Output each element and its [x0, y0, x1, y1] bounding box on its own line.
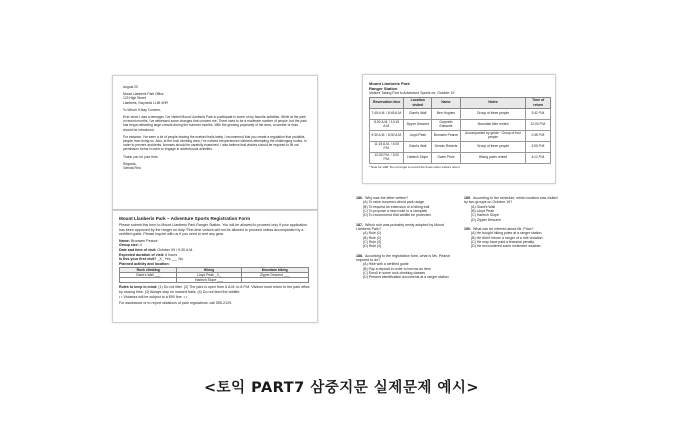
answer-option[interactable]: (D) Zipper Descent	[471, 217, 501, 222]
answer-option[interactable]: (A) Rule (1)	[363, 231, 382, 236]
table-cell: Mountain bike rented	[460, 119, 526, 130]
letter-signature: Glenda Rea	[123, 166, 141, 171]
table-row	[370, 119, 551, 130]
table-cell: 11:15 A.M. / 4:00 P.M.	[370, 141, 404, 152]
table-cell: 12:30 P.M. / 3:00 P.M.	[370, 152, 404, 163]
table-cell: 7:45 A.M. / 8:45 A.M.	[370, 108, 404, 119]
activity-cell: Zipper Descent ___	[241, 273, 308, 278]
form-activity-label: Planned activity and location:	[119, 261, 170, 266]
table-cell: 9:30 A.M. / 8:30 A.M.	[370, 130, 404, 141]
answer-option[interactable]: (B) Pay a deposit in order to borrow an item	[363, 266, 431, 271]
question-188: 188. According to the registration form, what is Ms. Pearce required to do? (A) Hike with a certified guide (B) Pay a deposit in order to borrow an item (C) Enroll in some rock climbing classes (D) Present identification documents at a ranger station	[356, 253, 451, 280]
answer-option[interactable]: (D) Rule (4)	[363, 244, 382, 249]
table-cell: Zipper Descent	[404, 119, 432, 130]
answer-option[interactable]: (C) To propose a new route to a campsite	[363, 209, 428, 213]
answer-option[interactable]: (D) He encountered some inclement weather.	[471, 244, 542, 249]
question-190: 190. What can be inferred about Mr. Price? (A) He bought hiking poles at a ranger station. (B) He didn't inform a ranger of a rule violation. (C) He may have paid a financial penalty. (D) He encountered some inclement weather.	[464, 227, 560, 249]
form-name-row: Name: Bronwen Pearce	[119, 238, 158, 243]
form-duration-row: Expected duration of visit: 6 hours	[119, 252, 178, 257]
letter-document	[112, 75, 318, 210]
table-cell: Giant's Wall	[404, 108, 432, 119]
schedule-header: Reservation time	[370, 97, 404, 108]
question-189: 189. According to the schedule, which location was visited by two groups on October 19? (A) Giant's Wall (B) Lloyd Peak (C) Harlech Slope (D) Zipper Descent	[464, 196, 560, 222]
table-cell: 12:00 P.M.	[526, 119, 551, 130]
answer-option[interactable]: (B) He didn't inform a ranger of a rule violation.	[471, 235, 544, 240]
table-cell: 8:00 A.M. / 10:15 A.M.	[370, 119, 404, 130]
table-cell: Ben Hughes	[432, 108, 461, 119]
form-date-value: October 09 / 9:30 A.M.	[157, 247, 194, 252]
activity-header: Hiking	[177, 268, 241, 273]
table-row	[370, 108, 551, 119]
schedule-header: Location visited	[404, 97, 432, 108]
table-cell: Harlech Slope	[404, 152, 432, 163]
activity-table	[119, 267, 309, 283]
activity-cell	[241, 278, 308, 283]
table-cell: Accompanied by guide · Group of four people	[460, 130, 526, 141]
table-row	[370, 152, 551, 163]
answer-option[interactable]: (B) Rule (2)	[363, 235, 382, 240]
activity-cell: Giant's Wall ___	[120, 273, 177, 278]
activity-cell	[120, 278, 177, 283]
answer-option[interactable]: (C) He may have paid a financial penalty.	[471, 240, 535, 244]
question-187: 187. Which rule was probably newly adopted by Mount Llanberis Park? (A) Rule (1) (B) Rule (2) (C) Rule (3) (D) Rule (4)	[356, 223, 452, 249]
activity-cell: Harlech Slope ___	[177, 278, 241, 283]
answer-option[interactable]: (A) Giant's Wall	[471, 204, 496, 209]
letter-closing: Regards,	[123, 161, 137, 166]
answer-option[interactable]: (B) To request an extension of a hiking trail	[363, 204, 430, 209]
schedule-header: Name	[432, 97, 461, 108]
schedule-note: * Note for staff: Do not forget to record the times when visitors return.	[369, 164, 461, 169]
form-group-row: Group size: 4	[119, 243, 142, 248]
table-row	[370, 141, 551, 152]
letter-address-line: Mount Llanberis Park Office	[123, 92, 164, 97]
table-cell: Giant's Wall	[404, 141, 432, 152]
answer-option[interactable]: (C) Enroll in some rock climbing classes	[363, 271, 426, 275]
answer-option[interactable]: (A) He bought hiking poles at a ranger station.	[471, 231, 543, 236]
table-cell: Lloyd Peak	[404, 130, 432, 141]
schedule-title: Mount Llanberis Park	[369, 81, 410, 86]
schedule-header: Time of return	[526, 97, 551, 108]
page-caption: <토익 PART7 삼중지문 실제문제 예시>	[203, 380, 480, 396]
letter-date: August 20	[123, 85, 138, 89]
activity-header: Rock climbing	[120, 268, 177, 273]
answer-option[interactable]: (B) Lloyd Peak	[471, 209, 494, 214]
form-group-value: 4	[139, 243, 142, 248]
table-cell: 2:48 P.M.	[526, 130, 551, 141]
schedule-header: Notes	[460, 97, 526, 108]
form-first-visit-value: _X_ Yes ___ No	[157, 257, 184, 262]
question-186: 186. Why was the letter written? (A) To raise concerns about park usage (B) To request an extension of a hiking trail (C) To propose a new route to a campsite (D) To recommend that wildlife be protected	[356, 196, 452, 218]
letter-salutation: To Whom It May Concern,	[123, 107, 162, 112]
table-cell: 4:12 P.M.	[526, 152, 551, 163]
table-cell: Hiking poles rented	[460, 152, 526, 163]
letter-address-line: 123 High Street	[123, 96, 146, 101]
letter-paragraph-1: Ever since I was a teenager, I've visited Mount Llanberis Park to participate in some of my favorite activities. While at the park in recent months, I've witnessed some changes that concern me. There used to be a moderate number of people, but the park has begun attracting large crowds during the summer months. With the growing popularity of the area, a number of risks should be introduced.	[123, 115, 307, 132]
answer-option[interactable]: (A) To raise concerns about park usage	[363, 200, 425, 205]
activity-cell: Lloyd Peak _X_	[177, 273, 241, 278]
answer-option[interactable]: (C) Rule (3)	[363, 240, 382, 244]
form-title: Mount Llanberis Park – Adventure Sports Registration Form	[119, 216, 251, 221]
answer-option[interactable]: (D) To recommend that wildlife be protected	[363, 213, 431, 218]
form-rules: Rules to keep in mind: (1) Do not litter. (2) The park is open from 6 A.M. to 8 P.M. Visitors must return to the park office by closing time. (3) Always stay on marked trails. (4) Do not feed the wildlife.	[119, 285, 310, 294]
form-intro: Please submit this form to Mount Llanberis Park Ranger Station. You will be allowed to proceed only if your application has been approved by the ranger on duty. First-time visitors will not be allowed to proceed unless accompanied by a certified guide. Please inquire with us if you need to rent any gear.	[119, 223, 307, 237]
form-rules-fine: • • Violators will be subject to a $90 fine. • •	[119, 294, 188, 299]
form-date-row: Date and time of visit: October 09 / 9:30 A.M.	[119, 247, 194, 252]
letter-paragraph-2: For instance, I've seen a lot of people leaving the marked trails lately. I recommend that you create a regulation that prohibits people from doing so. Also, at the rock climbing area, I've noticed inexperienced climbers attempting the challenging routes. In order to prevent accidents, licenses should be carefully examined. I also believe that visitors should be required to fill out permission forms in order to engage in adventurous activities.	[123, 134, 307, 152]
registration-form	[112, 210, 318, 323]
table-cell: 3:42 P.M.	[526, 108, 551, 119]
questions-right-column	[464, 196, 560, 254]
table-row	[370, 130, 551, 141]
table-cell: Owen Price	[432, 152, 461, 163]
table-cell: Gwyneth Edwards	[432, 119, 461, 130]
activity-header: Mountain biking	[241, 268, 308, 273]
table-cell: Dennis Roberts	[432, 141, 461, 152]
schedule-caption: Visitors Taking Part in Adventure Sports on: October 19	[369, 91, 455, 95]
schedule-subtitle: Ranger Station	[369, 86, 398, 91]
form-duration-value: 6 hours	[165, 252, 178, 257]
table-cell: Group of three people	[460, 108, 526, 119]
answer-option[interactable]: (A) Hike with a certified guide	[363, 262, 409, 267]
table-cell: 3:55 P.M.	[526, 141, 551, 152]
letter-thanks: Thank you for your time.	[123, 154, 159, 159]
letter-address-line: Llanberis, Gwynedd LL55 4HR	[123, 100, 168, 105]
form-name-value: Bronwen Pearce	[131, 238, 158, 243]
questions-left-column	[356, 196, 452, 285]
answer-option[interactable]: (D) Present identification documents at a ranger station	[363, 275, 449, 280]
table-cell: Bronwen Pearce	[432, 130, 461, 141]
form-footer: For assistance or to report violations of park regulations, call 555-2129.	[119, 301, 233, 306]
ranger-schedule	[362, 74, 556, 184]
answer-option[interactable]: (C) Harlech Slope	[471, 213, 499, 218]
schedule-table	[369, 97, 551, 164]
form-first-visit-row: Is this your first visit? _X_ Yes ___ No	[119, 257, 184, 262]
table-cell: Group of three people	[460, 141, 526, 152]
